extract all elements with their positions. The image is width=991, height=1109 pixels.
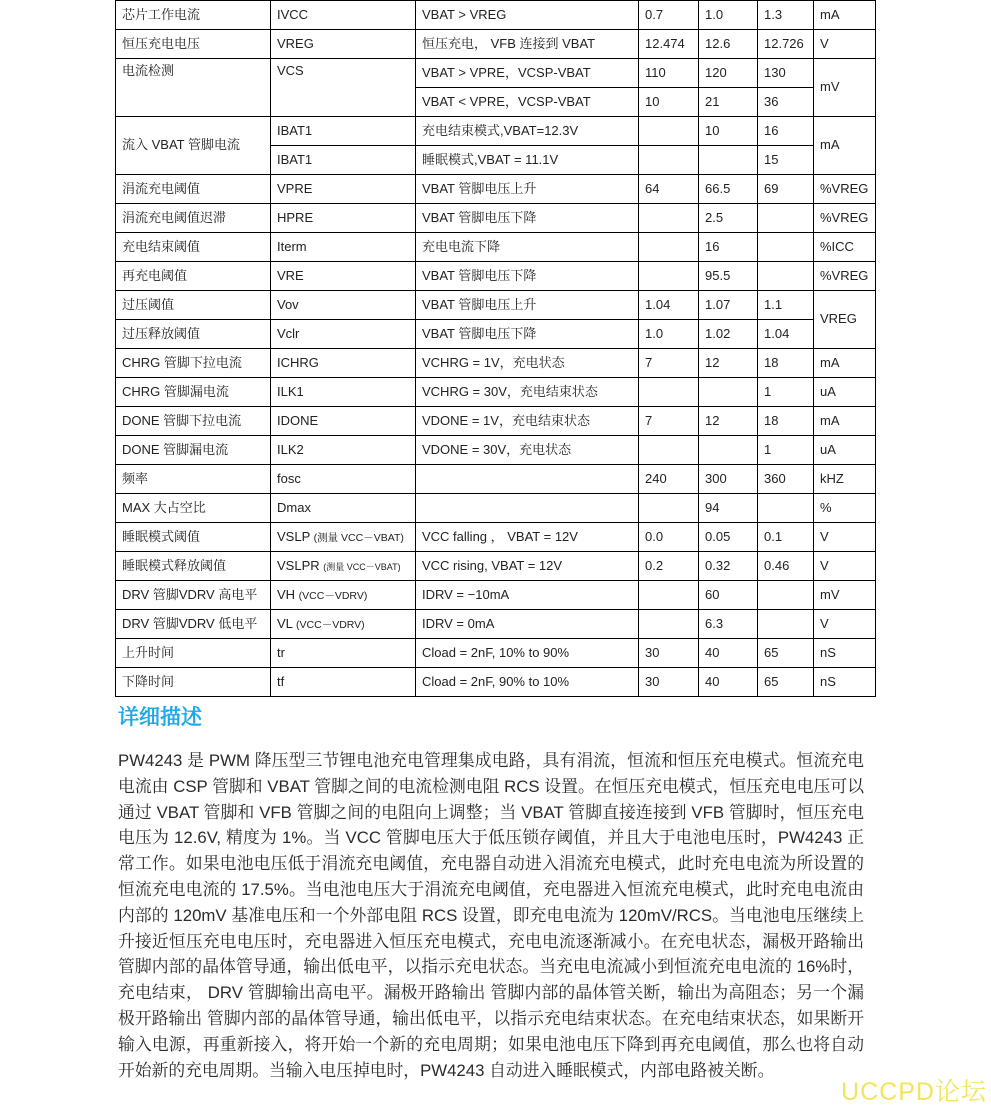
table-cell xyxy=(639,117,699,146)
table-row xyxy=(116,378,876,407)
table-cell xyxy=(639,610,699,639)
table-cell xyxy=(639,378,699,407)
table-cell: VBAT > VPRE，VCSP-VBAT xyxy=(416,59,639,88)
table-cell: 下降时间 xyxy=(116,668,271,697)
table-cell: 40 xyxy=(699,668,758,697)
table-cell: 1.04 xyxy=(639,291,699,320)
table-cell: VPRE xyxy=(271,175,416,204)
table-cell xyxy=(639,262,699,291)
table-cell xyxy=(758,610,814,639)
table-cell: 0.7 xyxy=(639,1,699,30)
table-cell: DONE 管脚下拉电流 xyxy=(116,407,271,436)
table-cell: mV xyxy=(814,59,876,117)
table-cell: 睡眠模式,VBAT = 11.1V xyxy=(416,146,639,175)
table-cell: VBAT 管脚电压上升 xyxy=(416,291,639,320)
table-row xyxy=(116,436,876,465)
section-heading: 详细描述 xyxy=(118,706,202,729)
table-cell: 300 xyxy=(699,465,758,494)
table-cell xyxy=(639,204,699,233)
table-cell: VCC falling ， VBAT = 12V xyxy=(416,523,639,552)
table-cell xyxy=(758,233,814,262)
table-cell: 21 xyxy=(699,88,758,117)
table-cell: 0.32 xyxy=(699,552,758,581)
table-cell: 30 xyxy=(639,668,699,697)
table-cell: 睡眠模式释放阈值 xyxy=(116,552,271,581)
table-cell xyxy=(758,494,814,523)
table-cell: 12.474 xyxy=(639,30,699,59)
table-cell xyxy=(416,494,639,523)
table-cell: 芯片工作电流 xyxy=(116,1,271,30)
description-paragraph: PW4243 是 PWM 降压型三节锂电池充电管理集成电路，具有涓流，恒流和恒压充电模式。恒流充电电流由 CSP 管脚和 VBAT 管脚之间的电流检测电阻 RCS 设置。在恒压充电模式，恒压充电电压可以通过 VBAT 管脚和 VFB 管脚之间的电阻向上调整；当 VBAT 管脚直接连接到 VFB 管脚时，恒压充电电压为 12.6V, 精度为 1%。当 VCC 管脚电压大于低压锁存阈值，并且大于电池电压时，PW4243 正常工作。如果电池电压低于涓流充电阈值，充电器自动进入涓流充电模式，此时充电电流为所设置的恒流充电电流的 17.5%。当电池电压大于涓流充电阈值，充电器进入恒流充电模式，此时充电电流由内部的 120mV 基准电压和一个外部电阻 RCS 设置，即充电电流为 120mV/RCS。当电池电压继续上升接近恒压充电电压时，充电器进入恒压充电模式，充电电流逐渐减小。在充电状态，漏极开路输出 管脚内部的晶体管导通，输出低电平，以指示充电状态。当充电电流减小到恒流充电电流的 16%时，充电结束， DRV 管脚输出高电平。漏极开路输出 管脚内部的晶体管关断，输出为高阻态；另一个漏极开路输出 管脚内部的晶体管导通，输出低电平，以指示充电结束状态。在充电结束状态，如果断开输入电源，再重新接入，将开始一个新的充电周期；如果电池电压下降到再充电阈值，那么也将自动开始新的充电周期。当输入电压掉电时，PW4243 自动进入睡眠模式，内部电路被关断。 xyxy=(118,751,864,1080)
table-cell: 0.2 xyxy=(639,552,699,581)
table-cell: 1.0 xyxy=(639,320,699,349)
table-row xyxy=(116,320,876,349)
table-cell: tr xyxy=(271,639,416,668)
table-cell: 12.726 xyxy=(758,30,814,59)
table-cell: 1.3 xyxy=(758,1,814,30)
table-cell: VBAT 管脚电压下降 xyxy=(416,320,639,349)
table-cell: nS xyxy=(814,668,876,697)
table-cell: 360 xyxy=(758,465,814,494)
table-cell: ILK2 xyxy=(271,436,416,465)
table-cell: 再充电阈值 xyxy=(116,262,271,291)
table-cell: 36 xyxy=(758,88,814,117)
table-cell: DRV 管脚VDRV 高电平 xyxy=(116,581,271,610)
table-cell: VDONE = 30V，充电状态 xyxy=(416,436,639,465)
table-cell: 过压释放阈值 xyxy=(116,320,271,349)
table-cell: ICHRG xyxy=(271,349,416,378)
table-cell: IDRV = 0mA xyxy=(416,610,639,639)
table-cell: uA xyxy=(814,436,876,465)
table-cell: IBAT1 xyxy=(271,146,416,175)
table-row xyxy=(116,407,876,436)
table-cell: Cload = 2nF, 10% to 90% xyxy=(416,639,639,668)
table-cell: 12 xyxy=(699,349,758,378)
table-cell: 65 xyxy=(758,668,814,697)
table-cell: 120 xyxy=(699,59,758,88)
table-cell: %VREG xyxy=(814,175,876,204)
table-cell: 电流检测 xyxy=(116,59,271,117)
table-cell: V xyxy=(814,30,876,59)
table-cell: 0.1 xyxy=(758,523,814,552)
table-cell: DRV 管脚VDRV 低电平 xyxy=(116,610,271,639)
table-cell: 涓流充电阈值 xyxy=(116,175,271,204)
table-cell xyxy=(758,581,814,610)
table-row xyxy=(116,668,876,697)
table-cell: 30 xyxy=(639,639,699,668)
table-cell: VCS xyxy=(271,59,416,117)
table-row xyxy=(116,639,876,668)
table-cell: VSLPR (测量 VCC－VBAT) xyxy=(271,552,416,581)
table-cell: 1.1 xyxy=(758,291,814,320)
table-cell: Cload = 2nF, 90% to 10% xyxy=(416,668,639,697)
table-cell: VDONE = 1V，充电结束状态 xyxy=(416,407,639,436)
table-cell: %VREG xyxy=(814,204,876,233)
table-cell: 95.5 xyxy=(699,262,758,291)
table-cell: VSLP (测量 VCC－VBAT) xyxy=(271,523,416,552)
table-cell xyxy=(699,436,758,465)
table-cell: 0.46 xyxy=(758,552,814,581)
table-cell: %VREG xyxy=(814,262,876,291)
table-cell: 恒压充电， VFB 连接到 VBAT xyxy=(416,30,639,59)
table-cell: VBAT > VREG xyxy=(416,1,639,30)
table-cell: %ICC xyxy=(814,233,876,262)
table-cell: VBAT 管脚电压上升 xyxy=(416,175,639,204)
table-cell: 6.3 xyxy=(699,610,758,639)
table-cell: 2.5 xyxy=(699,204,758,233)
table-cell: mA xyxy=(814,1,876,30)
table-cell: 10 xyxy=(639,88,699,117)
table-cell: mA xyxy=(814,407,876,436)
table-cell: 12.6 xyxy=(699,30,758,59)
table-cell: mA xyxy=(814,349,876,378)
table-cell: kHZ xyxy=(814,465,876,494)
table-cell: 1.04 xyxy=(758,320,814,349)
table-cell xyxy=(639,581,699,610)
table-cell: 0.05 xyxy=(699,523,758,552)
table-cell: VCHRG = 30V，充电结束状态 xyxy=(416,378,639,407)
table-cell: 16 xyxy=(758,117,814,146)
table-cell: Dmax xyxy=(271,494,416,523)
table-row xyxy=(116,117,876,146)
table-cell: 流入 VBAT 管脚电流 xyxy=(116,117,271,175)
watermark: UCCPD论坛 xyxy=(841,1078,987,1106)
table-cell: 40 xyxy=(699,639,758,668)
table-row xyxy=(116,175,876,204)
table-cell xyxy=(639,233,699,262)
table-cell: 60 xyxy=(699,581,758,610)
table-cell: 频率 xyxy=(116,465,271,494)
table-row xyxy=(116,552,876,581)
table-row xyxy=(116,59,876,88)
table-row xyxy=(116,581,876,610)
spec-table xyxy=(115,0,876,697)
table-cell xyxy=(416,465,639,494)
table-cell xyxy=(758,204,814,233)
table-cell: 69 xyxy=(758,175,814,204)
table-cell xyxy=(639,146,699,175)
table-cell: mV xyxy=(814,581,876,610)
table-row xyxy=(116,349,876,378)
table-cell: Iterm xyxy=(271,233,416,262)
spec-table-body xyxy=(116,1,876,697)
table-cell: tf xyxy=(271,668,416,697)
table-cell: Vov xyxy=(271,291,416,320)
table-cell: 65 xyxy=(758,639,814,668)
table-cell: 1.07 xyxy=(699,291,758,320)
table-cell: 110 xyxy=(639,59,699,88)
table-row xyxy=(116,291,876,320)
table-cell xyxy=(699,146,758,175)
table-cell: 上升时间 xyxy=(116,639,271,668)
table-cell: IVCC xyxy=(271,1,416,30)
table-cell: 15 xyxy=(758,146,814,175)
table-row xyxy=(116,1,876,30)
table-cell: 充电电流下降 xyxy=(416,233,639,262)
table-cell: nS xyxy=(814,639,876,668)
table-cell: 0.0 xyxy=(639,523,699,552)
table-cell: 16 xyxy=(699,233,758,262)
table-cell: 7 xyxy=(639,349,699,378)
table-cell: 1 xyxy=(758,436,814,465)
table-cell: % xyxy=(814,494,876,523)
table-cell: VBAT 管脚电压下降 xyxy=(416,262,639,291)
table-cell: VCC rising, VBAT = 12V xyxy=(416,552,639,581)
table-cell: HPRE xyxy=(271,204,416,233)
table-row xyxy=(116,233,876,262)
table-row xyxy=(116,494,876,523)
table-cell: IBAT1 xyxy=(271,117,416,146)
table-cell: fosc xyxy=(271,465,416,494)
table-cell: 94 xyxy=(699,494,758,523)
table-cell: mA xyxy=(814,117,876,175)
table-cell: VBAT < VPRE，VCSP-VBAT xyxy=(416,88,639,117)
table-cell: VREG xyxy=(814,291,876,349)
table-cell xyxy=(699,378,758,407)
table-cell: 18 xyxy=(758,349,814,378)
table-cell: ILK1 xyxy=(271,378,416,407)
table-cell: CHRG 管脚下拉电流 xyxy=(116,349,271,378)
table-cell xyxy=(639,494,699,523)
table-row xyxy=(116,465,876,494)
table-cell: DONE 管脚漏电流 xyxy=(116,436,271,465)
table-cell: uA xyxy=(814,378,876,407)
table-cell: 240 xyxy=(639,465,699,494)
table-cell: 充电结束模式,VBAT=12.3V xyxy=(416,117,639,146)
table-cell: 涓流充电阈值迟滞 xyxy=(116,204,271,233)
table-cell: 恒压充电电压 xyxy=(116,30,271,59)
table-cell: 过压阈值 xyxy=(116,291,271,320)
table-cell: 66.5 xyxy=(699,175,758,204)
table-cell: VBAT 管脚电压下降 xyxy=(416,204,639,233)
table-cell: VL (VCC－VDRV) xyxy=(271,610,416,639)
table-cell: 7 xyxy=(639,407,699,436)
table-cell: 10 xyxy=(699,117,758,146)
table-cell: VREG xyxy=(271,30,416,59)
table-cell: CHRG 管脚漏电流 xyxy=(116,378,271,407)
table-cell: 充电结束阈值 xyxy=(116,233,271,262)
table-cell: VRE xyxy=(271,262,416,291)
table-cell: 18 xyxy=(758,407,814,436)
table-cell xyxy=(758,262,814,291)
table-row xyxy=(116,204,876,233)
table-cell: V xyxy=(814,610,876,639)
table-cell xyxy=(639,436,699,465)
table-row xyxy=(116,610,876,639)
table-row xyxy=(116,30,876,59)
table-row xyxy=(116,523,876,552)
table-cell: MAX 大占空比 xyxy=(116,494,271,523)
table-cell: 1 xyxy=(758,378,814,407)
table-cell: 12 xyxy=(699,407,758,436)
table-cell: 睡眠模式阈值 xyxy=(116,523,271,552)
table-row xyxy=(116,262,876,291)
table-cell: V xyxy=(814,523,876,552)
table-cell: 130 xyxy=(758,59,814,88)
table-cell: IDONE xyxy=(271,407,416,436)
table-cell: VH (VCC－VDRV) xyxy=(271,581,416,610)
table-cell: Vclr xyxy=(271,320,416,349)
table-cell: 1.02 xyxy=(699,320,758,349)
table-cell: IDRV = −10mA xyxy=(416,581,639,610)
table-cell: 64 xyxy=(639,175,699,204)
table-cell: VCHRG = 1V，充电状态 xyxy=(416,349,639,378)
table-cell: 1.0 xyxy=(699,1,758,30)
table-cell: V xyxy=(814,552,876,581)
